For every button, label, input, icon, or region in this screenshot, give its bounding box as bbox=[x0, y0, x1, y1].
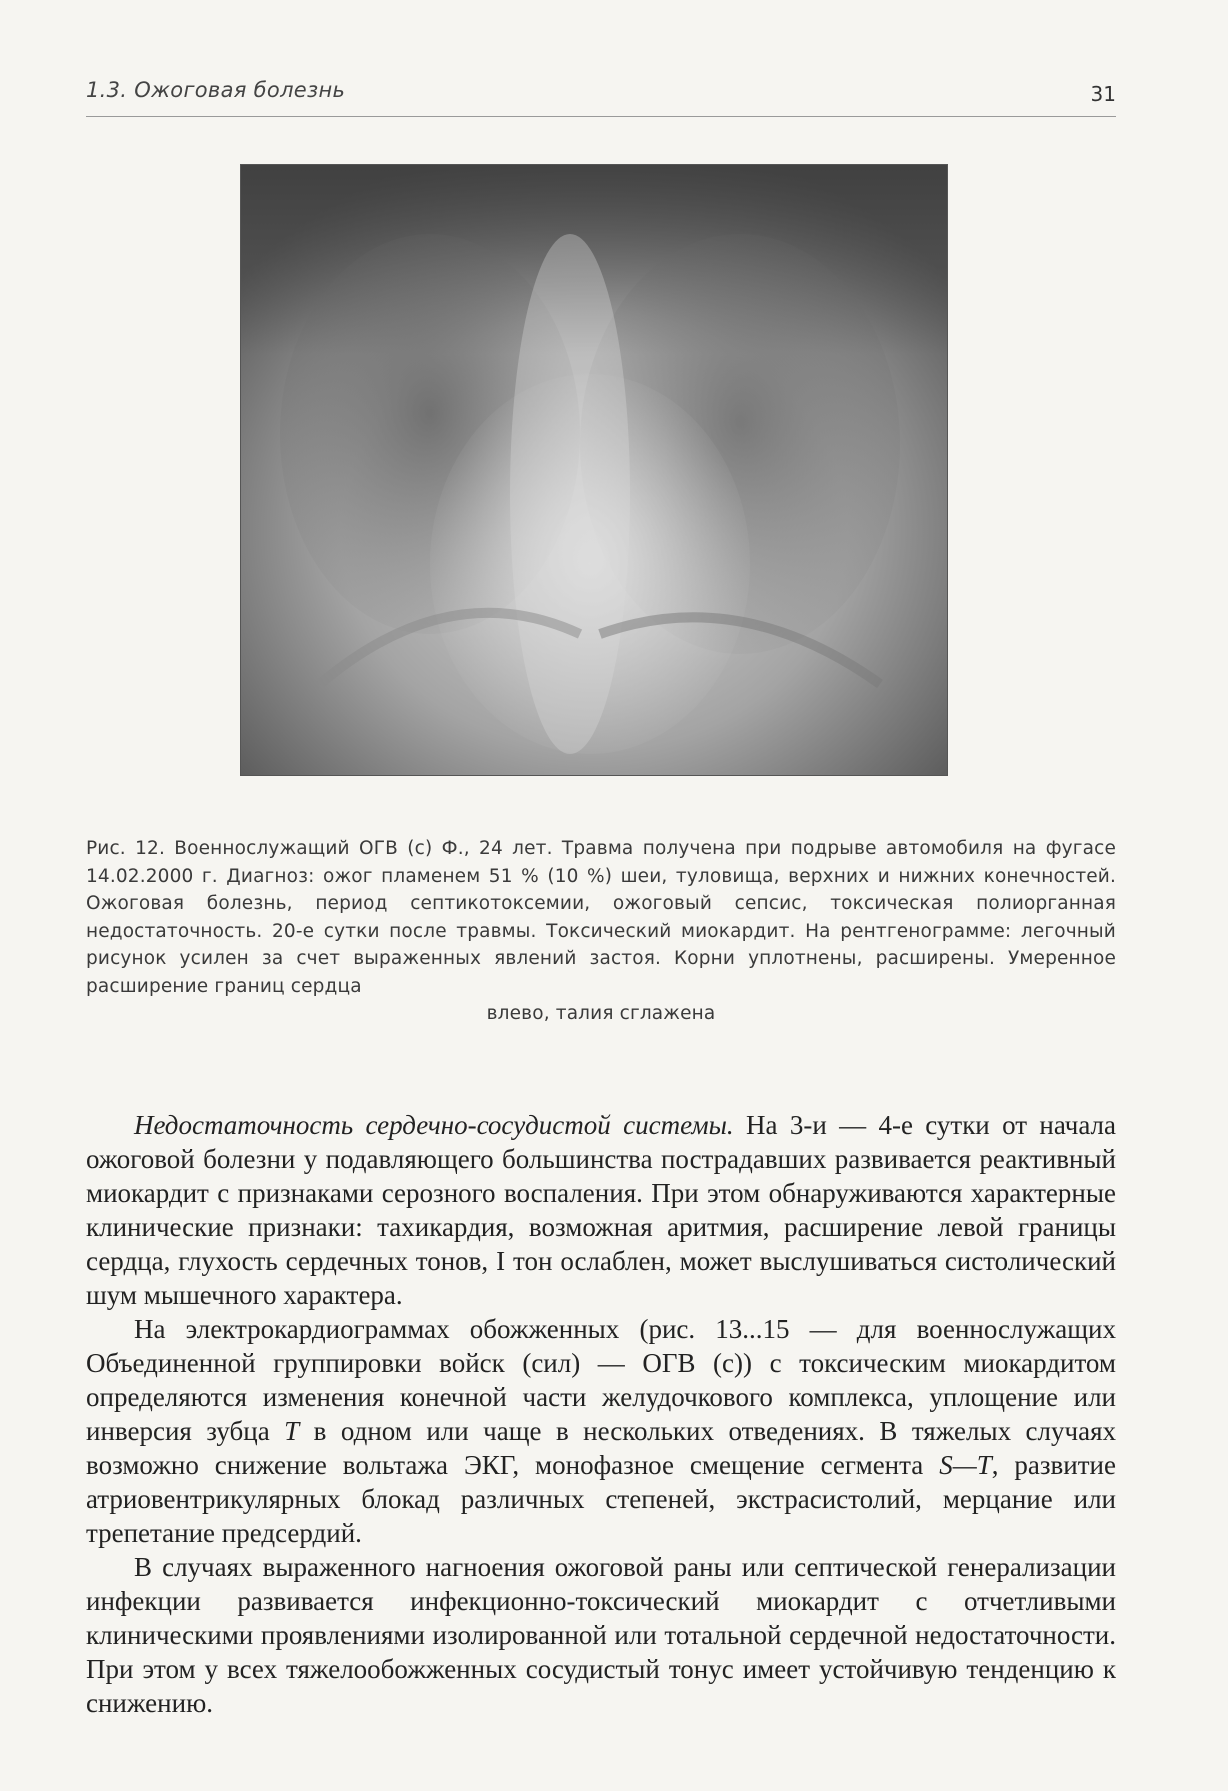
caption-main: Рис. 12. Военнослужащий ОГВ (с) Ф., 24 лет. Травма получена при подрыве автомобиля на фугасе 14.02.2000 г. Диагноз: ожог пламенем 51 % (10 %) шеи, туловища, верхних и нижних конечностей. Ожоговая болезнь, период септикотоксемии, ожоговый сепсис, токсическая полиорганная недостаточность. 20-е сутки после травмы. Токсический миокардит. На рентгенограмме: легочный рисунок усилен за счет выраженных явлений застоя. Корни уплотнены, расширены. Умеренное расширение границ сердца bbox=[86, 838, 1116, 997]
paragraph-2-c: , развитие атриовентрикулярных блокад различных степеней, экстрасистолий, мерцание или трепетание предсердий. bbox=[86, 1450, 1116, 1548]
paragraph-3: В случаях выраженного нагноения ожоговой раны или септической генерализации инфекции развивается инфекционно-токсический миокардит с отчетливыми клиническими проявлениями изолированной или тотальной сердечной недостаточности. При этом у всех тяжелообожженных сосудистый тонус имеет устойчивую тенденцию к снижению. bbox=[86, 1552, 1116, 1718]
caption-end: влево, талия сглажена bbox=[486, 1003, 716, 1024]
body-text bbox=[86, 1108, 1116, 1720]
st-segment-label: S—T bbox=[939, 1450, 992, 1480]
paragraph-1 bbox=[86, 1108, 1116, 1312]
xray-drawing bbox=[240, 164, 948, 776]
running-title: 1.3. Ожоговая болезнь bbox=[86, 78, 346, 102]
paragraph-2-a: На электрокардиограммах обожженных (рис. 13...15 — для военнослужащих Объединенной группировки войск (сил) — ОГВ (с)) с токсическим миокардитом определяются изменения конечной части желудочкового комплекса, уплощение или инверсия зубца bbox=[86, 1314, 1116, 1446]
xray-image bbox=[240, 164, 948, 776]
section-lead: Недостаточность сердечно-сосудистой системы. bbox=[134, 1110, 734, 1140]
t-wave-label: Т bbox=[284, 1416, 300, 1446]
paragraph-2-b: в одном или чаще в нескольких отведениях. В тяжелых случаях возможно снижение вольтажа ЭКГ, монофазное смещение сегмента bbox=[86, 1416, 1116, 1480]
paragraph-2 bbox=[86, 1312, 1116, 1550]
page-header bbox=[86, 78, 1116, 117]
paragraph-1-text: На 3-и — 4-е сутки от начала ожоговой болезни у подавляющего большинства пострадавших развивается реактивный миокардит с признаками серозного воспаления. При этом обнаруживаются характерные клинические признаки: тахикардия, возможная аритмия, расширение левой границы сердца, глухость сердечных тонов, I тон ослаблен, может выслушиваться систолический шум мышечного характера. bbox=[86, 1110, 1116, 1310]
figure-caption bbox=[86, 835, 1116, 1028]
page-number: 31 bbox=[1090, 82, 1116, 106]
